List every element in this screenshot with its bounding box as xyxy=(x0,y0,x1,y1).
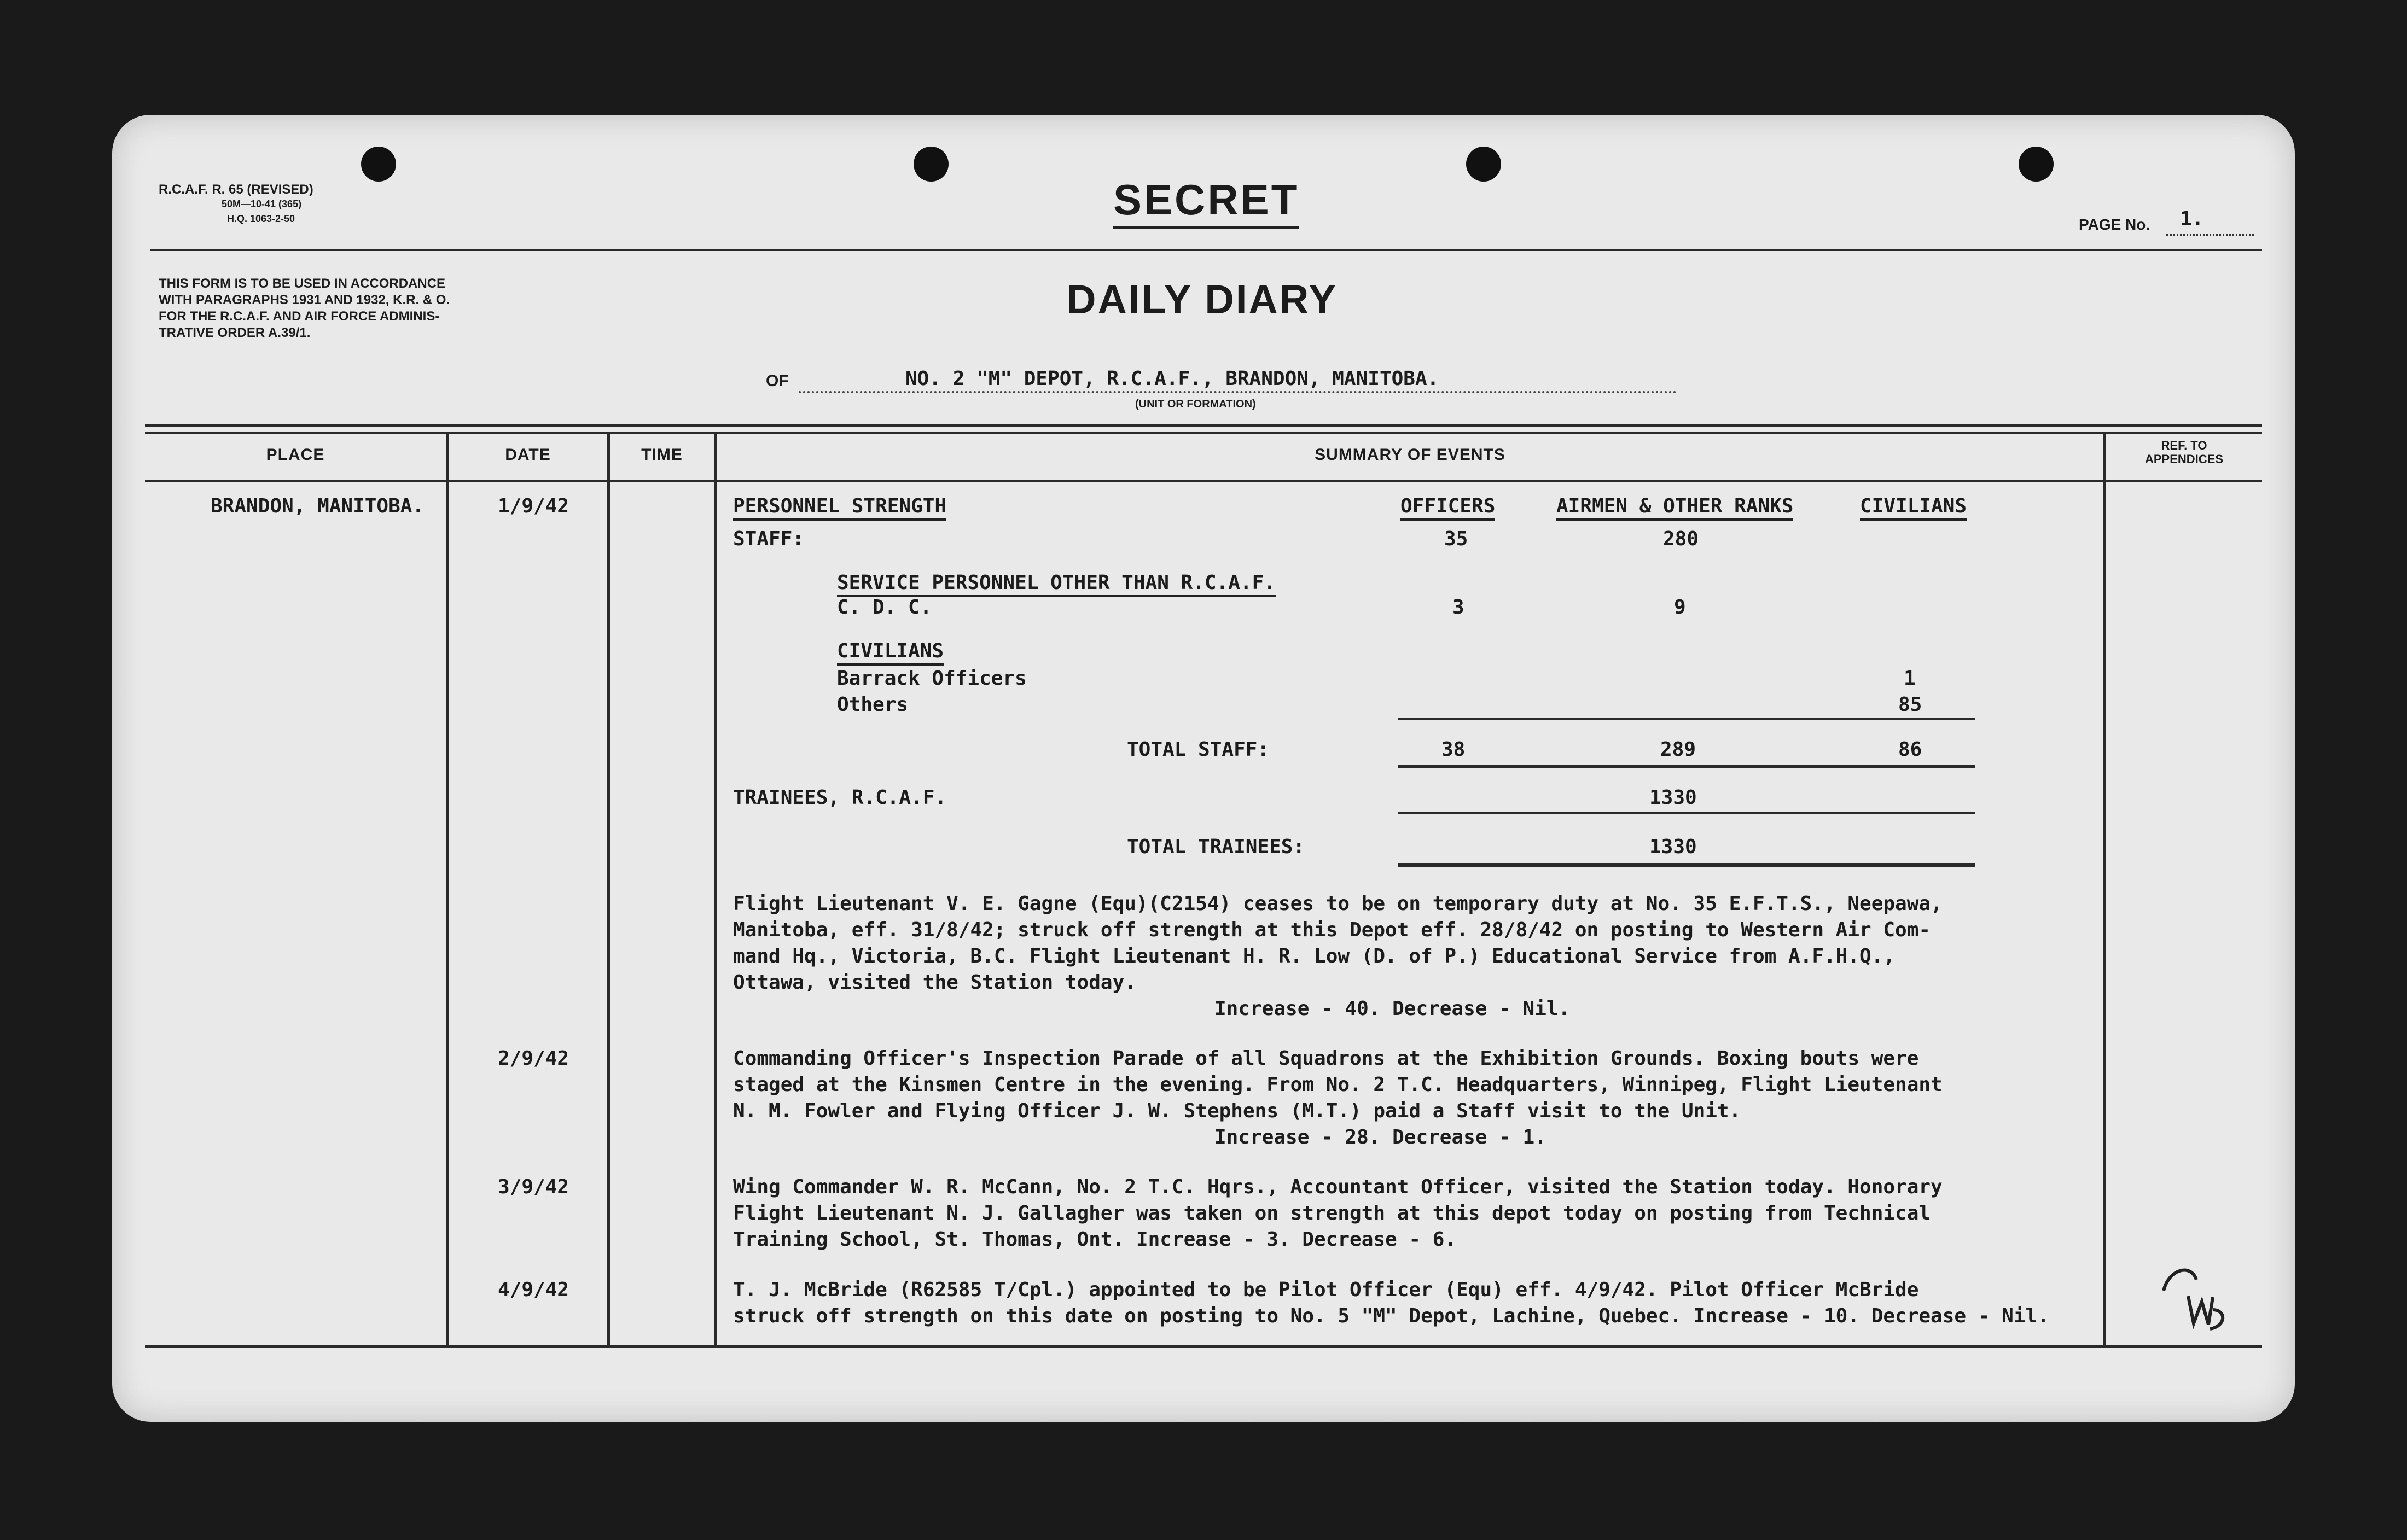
diary-entry-line: struck off strength on this date on posting to No. 5 "M" Depot, Lachine, Quebec. Increase - 10. Decrease - Nil. xyxy=(733,1305,2049,1327)
total-trainees-label: TOTAL TRAINEES: xyxy=(1127,836,1305,858)
date-cell: 3/9/42 xyxy=(498,1176,569,1198)
handwritten-initials-mark xyxy=(2158,1258,2229,1340)
table-bottom-rule xyxy=(145,1345,2262,1348)
service-heading: SERVICE PERSONNEL OTHER THAN R.C.A.F. xyxy=(837,571,1276,597)
punch-hole xyxy=(2019,147,2054,182)
trainees-value: 1330 xyxy=(1649,786,1697,809)
column-divider xyxy=(446,432,449,1345)
column-divider xyxy=(2103,432,2106,1345)
total-staff-airmen: 289 xyxy=(1660,738,1696,761)
punch-hole xyxy=(361,147,396,182)
col-header-summary: SUMMARY OF EVENTS xyxy=(1315,446,1505,464)
subtotal-rule xyxy=(1398,812,1975,814)
total-staff-officers: 38 xyxy=(1441,738,1466,761)
form-code-line2: 50M—10-41 (365) xyxy=(222,199,302,209)
staff-officers: 35 xyxy=(1444,528,1468,550)
page-number-line xyxy=(2166,234,2254,236)
of-label: OF xyxy=(766,372,789,390)
trainees-label: TRAINEES, R.C.A.F. xyxy=(733,786,947,809)
unit-name: NO. 2 "M" DEPOT, R.C.A.F., BRANDON, MANITOBA. xyxy=(905,368,1439,390)
diary-entry-line: Training School, St. Thomas, Ont. Increase - 3. Decrease - 6. xyxy=(733,1228,1457,1251)
form-instruction: THIS FORM IS TO BE USED IN ACCORDANCE xyxy=(159,276,446,291)
staff-label: STAFF: xyxy=(733,528,805,550)
col-header-place: PLACE xyxy=(266,446,325,464)
total-staff-label: TOTAL STAFF: xyxy=(1127,738,1270,761)
form-code-line1: R.C.A.F. R. 65 (REVISED) xyxy=(159,182,313,197)
diary-entry-line: Commanding Officer's Inspection Parade of all Squadrons at the Exhibition Grounds. Boxing bouts were xyxy=(733,1047,1919,1070)
column-header-rule xyxy=(145,480,2262,482)
diary-entry-line: Wing Commander W. R. McCann, No. 2 T.C. Hqrs., Accountant Officer, visited the Station today. Honorary xyxy=(733,1176,1943,1198)
date-cell: 4/9/42 xyxy=(498,1279,569,1301)
diary-entry-line: Increase - 40. Decrease - Nil. xyxy=(1214,998,1571,1020)
form-instruction: TRATIVE ORDER A.39/1. xyxy=(159,325,311,340)
staff-airmen: 280 xyxy=(1663,528,1699,550)
table-top-rule-inner xyxy=(145,432,2262,434)
others-civilians: 85 xyxy=(1898,693,1922,716)
punch-hole xyxy=(1466,147,1501,182)
diary-entry-line: mand Hq., Victoria, B.C. Flight Lieutenant H. R. Low (D. of P.) Educational Service from A.F.H.Q., xyxy=(733,945,1896,967)
strength-heading: PERSONNEL STRENGTH xyxy=(733,495,946,521)
col-header-time: TIME xyxy=(641,446,683,464)
strength-col-airmen: AIRMEN & OTHER RANKS xyxy=(1556,495,1793,521)
cdc-label: C. D. C. xyxy=(837,596,932,619)
strength-col-officers: OFFICERS xyxy=(1400,495,1495,521)
form-title: DAILY DIARY xyxy=(1067,277,1338,322)
cdc-airmen: 9 xyxy=(1674,596,1686,619)
diary-entry-line: T. J. McBride (R62585 T/Cpl.) appointed to be Pilot Officer (Equ) eff. 4/9/42. Pilot Officer McBride xyxy=(733,1279,1919,1301)
diary-entry-line: Flight Lieutenant N. J. Gallagher was taken on strength at this depot today on posting from Technical xyxy=(733,1202,1931,1224)
total-rule xyxy=(1398,863,1975,867)
col-header-date: DATE xyxy=(505,446,551,464)
unit-caption: (UNIT OR FORMATION) xyxy=(1135,398,1256,410)
barrack-civilians: 1 xyxy=(1904,667,1916,690)
date-cell: 2/9/42 xyxy=(498,1047,569,1070)
diary-entry-line: Manitoba, eff. 31/8/42; struck off strength at this Depot eff. 28/8/42 on posting to Western Air Com- xyxy=(733,919,1931,941)
subtotal-rule xyxy=(1398,718,1975,720)
diary-entry-line: Ottawa, visited the Station today. xyxy=(733,971,1136,994)
form-code-line3: H.Q. 1063-2-50 xyxy=(227,213,295,224)
form-instruction: FOR THE R.C.A.F. AND AIR FORCE ADMINIS- xyxy=(159,309,440,324)
strength-col-civilians: CIVILIANS xyxy=(1860,495,1967,521)
table-top-rule xyxy=(145,424,2262,427)
col-header-ref: APPENDICES xyxy=(2144,452,2224,466)
punch-hole xyxy=(914,147,949,182)
classification-stamp: SECRET xyxy=(1113,175,1299,229)
diary-entry-line: staged at the Kinsmen Centre in the evening. From No. 2 T.C. Headquarters, Winnipeg, Flight Lieutenant xyxy=(733,1074,1943,1096)
page-number: 1. xyxy=(2180,208,2204,230)
page-label: PAGE No. xyxy=(2079,216,2150,233)
column-divider xyxy=(714,432,717,1345)
col-header-ref: REF. TO xyxy=(2161,439,2207,452)
form-instruction: WITH PARAGRAPHS 1931 AND 1932, K.R. & O. xyxy=(159,293,450,307)
diary-entry-line: N. M. Fowler and Flying Officer J. W. Stephens (M.T.) paid a Staff visit to the Unit. xyxy=(733,1100,1741,1122)
unit-underline xyxy=(799,391,1677,393)
civilians-heading: CIVILIANS xyxy=(837,640,944,666)
date-cell: 1/9/42 xyxy=(498,495,569,517)
column-divider xyxy=(607,432,610,1345)
others-label: Others xyxy=(837,693,909,716)
total-rule xyxy=(1398,765,1975,768)
header-rule xyxy=(150,249,2262,251)
diary-entry-line: Increase - 28. Decrease - 1. xyxy=(1214,1126,1546,1148)
cdc-officers: 3 xyxy=(1452,596,1464,619)
barrack-label: Barrack Officers xyxy=(837,667,1027,690)
total-trainees-value: 1330 xyxy=(1649,836,1697,858)
diary-entry-line: Flight Lieutenant V. E. Gagne (Equ)(C2154) ceases to be on temporary duty at No. 35 E.F.T.S., Neepawa, xyxy=(733,892,1943,915)
diary-form-card xyxy=(112,115,2295,1422)
place-cell: BRANDON, MANITOBA. xyxy=(211,495,425,517)
total-staff-civilians: 86 xyxy=(1898,738,1922,761)
